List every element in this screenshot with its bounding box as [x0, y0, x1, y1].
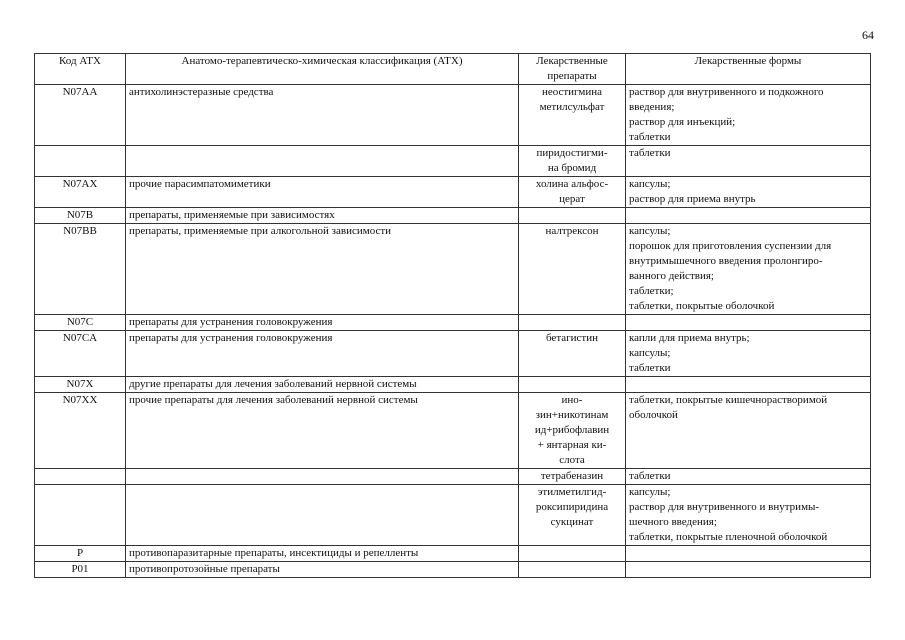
- atx-code-cell: P01: [35, 562, 126, 578]
- classification-cell: препараты, применяемые при зависимостях: [126, 208, 519, 224]
- drug-line: ид+рибофлавин: [534, 424, 610, 436]
- atx-code-cell: N07BB: [35, 224, 126, 315]
- table-row: [35, 85, 871, 146]
- classification-cell: прочие препараты для лечения заболеваний нервной системы: [126, 393, 519, 469]
- atx-code-cell: P: [35, 546, 126, 562]
- dosage-form-line: порошок для приготовления суспензии для: [629, 240, 832, 252]
- header-drugs: Лекарственные препараты: [519, 54, 626, 85]
- drug-line: сукцинат: [550, 516, 594, 528]
- dosage-form-line: ванного действия;: [629, 270, 714, 282]
- dosage-form-line: таблетки: [629, 131, 671, 143]
- classification-cell: противопротозойные препараты: [126, 562, 519, 578]
- classification-cell: [126, 469, 519, 485]
- dosage-form-line: таблетки: [629, 147, 671, 159]
- classification-cell: прочие парасимпатомиметики: [126, 177, 519, 208]
- classification-cell: препараты для устранения головокружения: [126, 331, 519, 377]
- dosage-forms-cell: [626, 393, 871, 469]
- atx-code-cell: N07XX: [35, 393, 126, 469]
- dosage-form-line: таблетки, покрытые пленочной оболочкой: [629, 531, 828, 543]
- dosage-forms-cell: [626, 331, 871, 377]
- atx-code-cell: N07X: [35, 377, 126, 393]
- dosage-forms-cell: [626, 208, 871, 224]
- drug-cell: [519, 377, 626, 393]
- classification-cell: препараты, применяемые при алкогольной зависимости: [126, 224, 519, 315]
- table-body: [35, 85, 871, 578]
- drug-line: метилсульфат: [539, 101, 605, 113]
- dosage-form-line: таблетки, покрытые кишечнорастворимой: [629, 394, 828, 406]
- dosage-form-line: раствор для инъекций;: [629, 116, 736, 128]
- atx-code-cell: N07CA: [35, 331, 126, 377]
- atx-code-cell: N07AX: [35, 177, 126, 208]
- header-code: Код АТХ: [35, 54, 126, 85]
- drug-cell: [519, 331, 626, 377]
- classification-cell: антихолинэстеразные средства: [126, 85, 519, 146]
- dosage-forms-cell: [626, 177, 871, 208]
- dosage-form-line: капли для приема внутрь;: [629, 332, 750, 344]
- drug-cell: [519, 177, 626, 208]
- table-row: [35, 469, 871, 485]
- drug-line: слота: [559, 454, 585, 466]
- table-row: [35, 393, 871, 469]
- header-forms: Лекарственные формы: [626, 54, 871, 85]
- dosage-form-line: капсулы;: [629, 225, 671, 237]
- drug-cell: [519, 315, 626, 331]
- classification-cell: препараты для устранения головокружения: [126, 315, 519, 331]
- drug-cell: [519, 393, 626, 469]
- table-header-row: [35, 54, 871, 85]
- dosage-forms-cell: [626, 546, 871, 562]
- header-classification: Анатомо-терапевтическо-химическая классификация (АТХ): [126, 54, 519, 85]
- page-number: 64: [862, 28, 874, 42]
- table-row: [35, 224, 871, 315]
- drug-line: на бромид: [547, 162, 597, 174]
- dosage-forms-cell: [626, 146, 871, 177]
- drug-cell: [519, 146, 626, 177]
- drug-line: этилметилгид-: [537, 486, 607, 498]
- dosage-form-line: капсулы;: [629, 486, 671, 498]
- dosage-form-line: таблетки;: [629, 285, 674, 297]
- dosage-form-line: шечного введения;: [629, 516, 717, 528]
- table-row: [35, 208, 871, 224]
- classification-cell: другие препараты для лечения заболеваний нервной системы: [126, 377, 519, 393]
- dosage-form-line: введения;: [629, 101, 675, 113]
- drug-line: зин+никотинам: [535, 409, 609, 421]
- table-row: [35, 485, 871, 546]
- drug-line: + янтарная ки-: [537, 439, 607, 451]
- drug-line: холина альфос-: [535, 178, 609, 190]
- drug-line: церат: [559, 193, 585, 205]
- dosage-forms-cell: [626, 377, 871, 393]
- drug-line: бетагистин: [545, 332, 599, 344]
- atx-code-cell: N07B: [35, 208, 126, 224]
- table-row: [35, 377, 871, 393]
- drug-cell: [519, 208, 626, 224]
- drug-cell: [519, 562, 626, 578]
- drug-line: неостигмина: [541, 86, 603, 98]
- atx-code-cell: [35, 469, 126, 485]
- dosage-forms-cell: [626, 485, 871, 546]
- drug-cell: [519, 546, 626, 562]
- drug-cell: [519, 469, 626, 485]
- drug-cell: [519, 85, 626, 146]
- dosage-form-line: раствор для приема внутрь: [629, 193, 756, 205]
- drug-cell: [519, 224, 626, 315]
- table-row: [35, 562, 871, 578]
- atx-code-cell: [35, 485, 126, 546]
- drug-line: роксипиридина: [535, 501, 609, 513]
- atx-code-cell: [35, 146, 126, 177]
- table-row: [35, 331, 871, 377]
- dosage-forms-cell: [626, 315, 871, 331]
- dosage-form-line: капсулы;: [629, 347, 671, 359]
- dosage-forms-cell: [626, 224, 871, 315]
- drug-line: тетрабеназин: [540, 470, 604, 482]
- atx-code-cell: N07AA: [35, 85, 126, 146]
- atx-table: [34, 53, 871, 578]
- dosage-form-line: оболочкой: [629, 409, 678, 421]
- drug-cell: [519, 485, 626, 546]
- drug-line: ино-: [561, 394, 583, 406]
- classification-cell: [126, 146, 519, 177]
- dosage-form-line: внутримышечного введения пролонгиро-: [629, 255, 823, 267]
- drug-line: пиридостигми-: [536, 147, 608, 159]
- dosage-form-line: таблетки: [629, 470, 671, 482]
- atx-code-cell: N07C: [35, 315, 126, 331]
- dosage-forms-cell: [626, 469, 871, 485]
- dosage-forms-cell: [626, 562, 871, 578]
- dosage-form-line: раствор для внутривенного и внутримы-: [629, 501, 820, 513]
- dosage-form-line: таблетки, покрытые оболочкой: [629, 300, 775, 312]
- classification-cell: противопаразитарные препараты, инсектициды и репелленты: [126, 546, 519, 562]
- table-row: [35, 546, 871, 562]
- classification-cell: [126, 485, 519, 546]
- table-row: [35, 315, 871, 331]
- dosage-form-line: раствор для внутривенного и подкожного: [629, 86, 824, 98]
- dosage-forms-cell: [626, 85, 871, 146]
- dosage-form-line: таблетки: [629, 362, 671, 374]
- table-row: [35, 177, 871, 208]
- table-row: [35, 146, 871, 177]
- drug-line: налтрексон: [545, 225, 599, 237]
- dosage-form-line: капсулы;: [629, 178, 671, 190]
